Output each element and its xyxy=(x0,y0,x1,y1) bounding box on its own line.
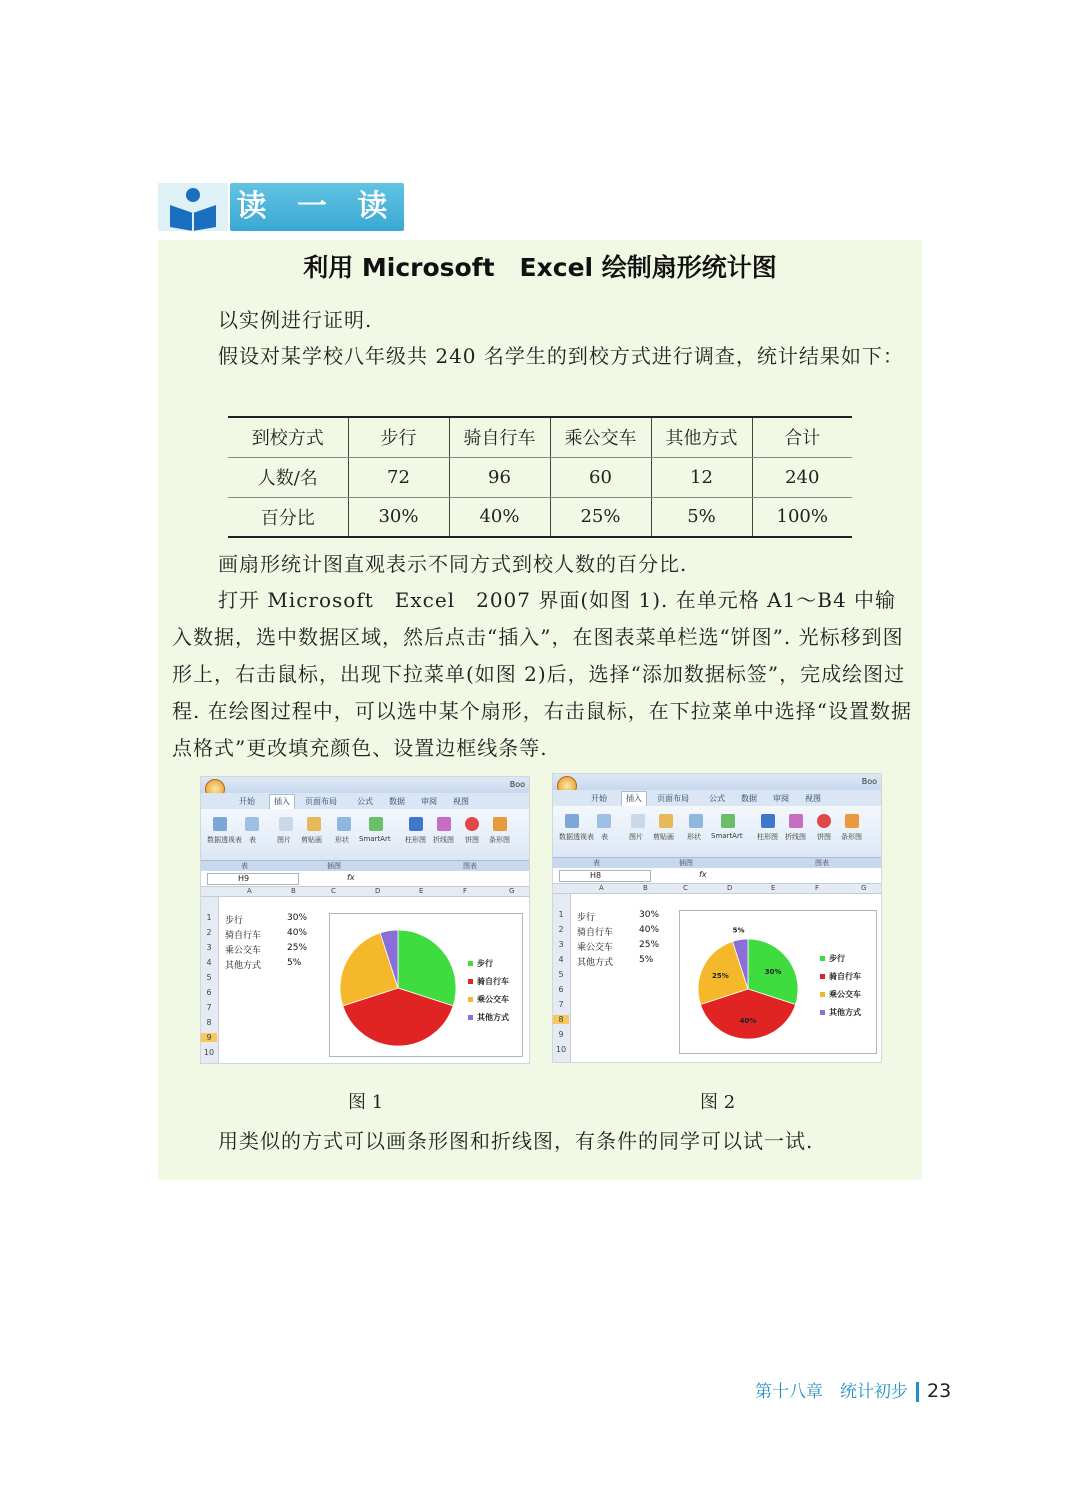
bar-chart-icon[interactable] xyxy=(493,817,507,831)
row-header[interactable]: 10 xyxy=(555,1045,567,1054)
page-number: 23 xyxy=(927,1380,952,1402)
pie-chart-svg xyxy=(680,911,878,1055)
legend-swatch xyxy=(468,979,473,984)
cell-a1[interactable]: 步行 xyxy=(225,916,244,926)
page-footer xyxy=(755,1377,951,1402)
tab-data[interactable]: 数据 xyxy=(741,794,757,803)
table-row xyxy=(228,497,852,537)
row-header-selected[interactable]: 9 xyxy=(201,1033,217,1042)
row-header[interactable]: 6 xyxy=(206,988,212,997)
fx-icon[interactable]: fx xyxy=(699,870,707,879)
ribbon-label-clipart: 剪贴画 xyxy=(653,833,674,841)
table-cell: 步行 xyxy=(348,417,449,457)
excel-titlebar xyxy=(201,777,529,793)
table-cell: 72 xyxy=(348,457,449,497)
name-box[interactable]: H9 xyxy=(207,873,299,885)
ribbon-label-pie: 饼图 xyxy=(817,833,831,841)
closing-paragraph: 用类似的方式可以画条形图和折线图，有条件的同学可以试一试. xyxy=(218,1129,814,1153)
tab-view[interactable]: 视图 xyxy=(453,797,469,806)
group-label-illustrations: 插图 xyxy=(327,862,341,870)
table-cell: 30% xyxy=(348,497,449,537)
table-icon[interactable] xyxy=(245,817,259,831)
legend-swatch xyxy=(820,992,825,997)
ribbon-label-shapes: 形状 xyxy=(335,836,349,844)
line-chart-icon[interactable] xyxy=(789,814,803,828)
tab-home[interactable]: 开始 xyxy=(591,794,607,803)
table-cell: 240 xyxy=(752,457,852,497)
ribbon-label-picture: 图片 xyxy=(277,836,291,844)
figure-2-caption: 图 2 xyxy=(700,1092,736,1113)
tab-formulas[interactable]: 公式 xyxy=(709,794,725,803)
row-header[interactable]: 3 xyxy=(558,940,564,949)
row-header[interactable]: 1 xyxy=(558,910,564,919)
tab-view[interactable]: 视图 xyxy=(805,794,821,803)
figure-1-caption: 图 1 xyxy=(348,1092,384,1113)
ribbon-label-picture: 图片 xyxy=(629,833,643,841)
table-cell: 96 xyxy=(449,457,550,497)
tab-page-layout[interactable]: 页面布局 xyxy=(305,797,337,806)
legend-swatch xyxy=(468,997,473,1002)
legend-label: 步行 xyxy=(829,954,845,963)
col-header[interactable]: C xyxy=(331,887,336,895)
legend-label: 其他方式 xyxy=(477,1013,509,1022)
ribbon-label-bar: 条形图 xyxy=(489,836,510,844)
cell-a4[interactable]: 其他方式 xyxy=(577,958,614,968)
pie-data-label: 5% xyxy=(732,926,745,935)
shapes-icon[interactable] xyxy=(689,814,703,828)
tab-formulas[interactable]: 公式 xyxy=(357,797,373,806)
col-header[interactable]: G xyxy=(509,887,515,895)
picture-icon[interactable] xyxy=(279,817,293,831)
legend-swatch xyxy=(820,974,825,979)
tab-data[interactable]: 数据 xyxy=(389,797,405,806)
row-header[interactable]: 7 xyxy=(558,1000,564,1009)
cell-b4[interactable]: 5% xyxy=(639,955,654,965)
pie-data-label: 25% xyxy=(711,971,729,980)
row-headers xyxy=(201,897,219,1064)
ribbon-label-table: 表 xyxy=(249,836,256,844)
tab-review[interactable]: 审阅 xyxy=(421,797,437,806)
legend-item xyxy=(820,971,861,982)
smartart-icon[interactable] xyxy=(721,814,735,828)
legend-label: 乘公交车 xyxy=(829,990,861,999)
excel-titlebar xyxy=(553,774,881,790)
group-label-table: 表 xyxy=(593,859,600,867)
row-header[interactable]: 4 xyxy=(558,955,564,964)
ribbon-label-pivot: 数据透视表 xyxy=(559,833,594,841)
row-header[interactable]: 10 xyxy=(203,1048,215,1057)
banner-title-box xyxy=(230,183,404,231)
cell-a2[interactable]: 骑自行车 xyxy=(577,928,614,938)
row-header[interactable]: 1 xyxy=(206,913,212,922)
row-header-selected[interactable]: 8 xyxy=(553,1015,569,1024)
clipart-icon[interactable] xyxy=(307,817,321,831)
legend-label: 骑自行车 xyxy=(829,972,861,981)
ribbon-tabs xyxy=(553,790,881,806)
cell-b1[interactable]: 30% xyxy=(639,910,660,920)
group-label-charts: 图表 xyxy=(463,862,477,870)
legend-swatch xyxy=(468,1015,473,1020)
name-box[interactable]: H8 xyxy=(559,870,651,882)
col-header[interactable]: A xyxy=(247,887,252,895)
legend-item xyxy=(468,976,509,987)
legend-swatch xyxy=(468,961,473,966)
table-cell: 40% xyxy=(449,497,550,537)
ribbon-label-table: 表 xyxy=(601,833,608,841)
legend-item xyxy=(468,994,509,1005)
excel-screenshot-fig2 xyxy=(552,773,882,1063)
ribbon-label-column: 柱形图 xyxy=(405,836,426,844)
pie-chart-icon[interactable] xyxy=(465,817,479,831)
group-label-table: 表 xyxy=(241,862,248,870)
window-title: Boo xyxy=(861,777,877,786)
col-header[interactable]: G xyxy=(861,884,867,892)
tab-page-layout[interactable]: 页面布局 xyxy=(657,794,689,803)
formula-bar xyxy=(553,868,881,884)
pie-intro-paragraph: 画扇形统计图直观表示不同方式到校人数的百分比. xyxy=(218,552,688,576)
column-chart-icon[interactable] xyxy=(761,814,775,828)
ribbon-label-smartart: SmartArt xyxy=(359,835,391,843)
cell-a1[interactable]: 步行 xyxy=(577,913,596,923)
col-header[interactable]: B xyxy=(643,884,648,892)
clipart-icon[interactable] xyxy=(659,814,673,828)
tab-review[interactable]: 审阅 xyxy=(773,794,789,803)
fx-icon[interactable]: fx xyxy=(347,873,355,882)
excel-screenshot-fig1 xyxy=(200,776,530,1064)
table-icon[interactable] xyxy=(597,814,611,828)
cell-b4[interactable]: 5% xyxy=(287,958,302,968)
reading-person-icon xyxy=(158,183,228,231)
bar-chart-icon[interactable] xyxy=(845,814,859,828)
group-label-illustrations: 插图 xyxy=(679,859,693,867)
table-cell: 乘公交车 xyxy=(550,417,651,457)
shapes-icon[interactable] xyxy=(337,817,351,831)
col-header[interactable]: C xyxy=(683,884,688,892)
ribbon-insert xyxy=(553,806,881,858)
ribbon-label-line: 折线图 xyxy=(785,833,806,841)
cell-b2[interactable]: 40% xyxy=(639,925,660,935)
pie-data-label: 30% xyxy=(764,967,782,976)
legend-label: 其他方式 xyxy=(829,1008,861,1017)
pie-data-label: 40% xyxy=(739,1017,757,1025)
col-header[interactable]: E xyxy=(771,884,776,892)
section-title: 利用 Microsoft Excel 绘制扇形统计图 xyxy=(303,253,777,282)
ribbon-label-shapes: 形状 xyxy=(687,833,701,841)
cell-b3[interactable]: 25% xyxy=(287,943,308,953)
legend-item xyxy=(820,989,861,1000)
legend-item xyxy=(820,953,845,964)
row-header[interactable]: 5 xyxy=(206,973,212,982)
cell-a2[interactable]: 骑自行车 xyxy=(225,931,262,941)
row-header[interactable]: 2 xyxy=(558,925,564,934)
legend-label: 步行 xyxy=(477,959,493,968)
legend-item xyxy=(468,1012,509,1023)
footer-divider xyxy=(916,1382,919,1402)
excel-steps-paragraph: 打开 Microsoft Excel 2007 界面(如图 1). 在单元格 A1～B4 中输入数据，选中数据区域，然后点击“插入”，在图表菜单栏选“饼图”. 光标移到图形上，右击鼠标，出现下拉菜单(如图 2)后，选择“添加数据标签”，完成绘图过程. 在绘图过程中，可以选中某个扇形，右击鼠标，在下拉菜单中选择“设置数据点格式”更改填充颜色、设置边框线条等. xyxy=(172,588,912,760)
pie-chart-icon[interactable] xyxy=(817,814,831,828)
table-cell: 5% xyxy=(651,497,752,537)
tab-home[interactable]: 开始 xyxy=(239,797,255,806)
column-chart-icon[interactable] xyxy=(409,817,423,831)
cell-a4[interactable]: 其他方式 xyxy=(225,961,262,971)
legend-swatch xyxy=(820,1010,825,1015)
table-cell: 12 xyxy=(651,457,752,497)
pivot-table-icon[interactable] xyxy=(565,814,579,828)
row-header[interactable]: 3 xyxy=(206,943,212,952)
ribbon-label-column: 柱形图 xyxy=(757,833,778,841)
pie-chart-fig2[interactable] xyxy=(679,910,877,1054)
ribbon-label-bar: 条形图 xyxy=(841,833,862,841)
line-chart-icon[interactable] xyxy=(437,817,451,831)
window-title: Boo xyxy=(509,780,525,789)
banner-title: 读 一 读 xyxy=(236,189,398,224)
table-cell: 25% xyxy=(550,497,651,537)
legend-item xyxy=(820,1007,861,1018)
table-cell: 其他方式 xyxy=(651,417,752,457)
col-header[interactable]: A xyxy=(599,884,604,892)
table-cell: 人数/名 xyxy=(228,457,348,497)
row-header[interactable]: 5 xyxy=(558,970,564,979)
ribbon-label-line: 折线图 xyxy=(433,836,454,844)
col-header[interactable]: F xyxy=(463,887,468,895)
row-header[interactable]: 7 xyxy=(206,1003,212,1012)
formula-bar xyxy=(201,871,529,887)
cell-b1[interactable]: 30% xyxy=(287,913,308,923)
table-cell: 骑自行车 xyxy=(449,417,550,457)
table-cell: 100% xyxy=(776,506,828,528)
intro-paragraph: 以实例进行证明. xyxy=(218,308,373,332)
ribbon-label-pivot: 数据透视表 xyxy=(207,836,242,844)
chapter-label: 第十八章 统计初步 xyxy=(755,1382,908,1402)
picture-icon[interactable] xyxy=(631,814,645,828)
column-headers xyxy=(201,887,529,897)
legend-label: 骑自行车 xyxy=(477,977,509,986)
table-cell: 60 xyxy=(550,457,651,497)
col-header[interactable]: F xyxy=(815,884,820,892)
cell-b2[interactable]: 40% xyxy=(287,928,308,938)
legend-swatch xyxy=(820,956,825,961)
cell-a3[interactable]: 乘公交车 xyxy=(577,943,614,953)
table-row xyxy=(228,457,852,497)
row-header[interactable]: 8 xyxy=(206,1018,212,1027)
ribbon-tabs xyxy=(201,793,529,809)
table-row xyxy=(228,417,852,457)
ribbon-insert xyxy=(201,809,529,861)
survey-paragraph: 假设对某学校八年级共 240 名学生的到校方式进行调查，统计结果如下： xyxy=(218,344,904,368)
legend-item xyxy=(468,958,493,969)
ribbon-group-labels xyxy=(553,858,881,868)
column-headers xyxy=(553,884,881,894)
col-header[interactable]: E xyxy=(419,887,424,895)
col-header[interactable]: D xyxy=(727,884,733,892)
pivot-table-icon[interactable] xyxy=(213,817,227,831)
table-cell: 合计 xyxy=(752,417,852,457)
tab-insert[interactable]: 插入 xyxy=(621,791,647,806)
ribbon-label-clipart: 剪贴画 xyxy=(301,836,322,844)
table-cell: 到校方式 xyxy=(228,417,348,457)
row-headers xyxy=(553,894,571,1063)
read-banner xyxy=(158,183,404,231)
col-header[interactable]: B xyxy=(291,887,296,895)
col-header[interactable]: D xyxy=(375,887,381,895)
ribbon-label-smartart: SmartArt xyxy=(711,832,743,840)
cell-b3[interactable]: 25% xyxy=(639,940,660,950)
group-label-charts: 图表 xyxy=(815,859,829,867)
tab-insert[interactable]: 插入 xyxy=(269,794,295,809)
cell-a3[interactable]: 乘公交车 xyxy=(225,946,262,956)
ribbon-group-labels xyxy=(201,861,529,871)
row-header[interactable]: 2 xyxy=(206,928,212,937)
row-header[interactable]: 4 xyxy=(206,958,212,967)
pie-chart-fig1[interactable] xyxy=(329,913,523,1057)
ribbon-label-pie: 饼图 xyxy=(465,836,479,844)
row-header[interactable]: 6 xyxy=(558,985,564,994)
table-cell: 百分比 xyxy=(228,497,348,537)
legend-label: 乘公交车 xyxy=(477,995,509,1004)
smartart-icon[interactable] xyxy=(369,817,383,831)
row-header[interactable]: 9 xyxy=(558,1030,564,1039)
survey-table xyxy=(228,416,852,538)
